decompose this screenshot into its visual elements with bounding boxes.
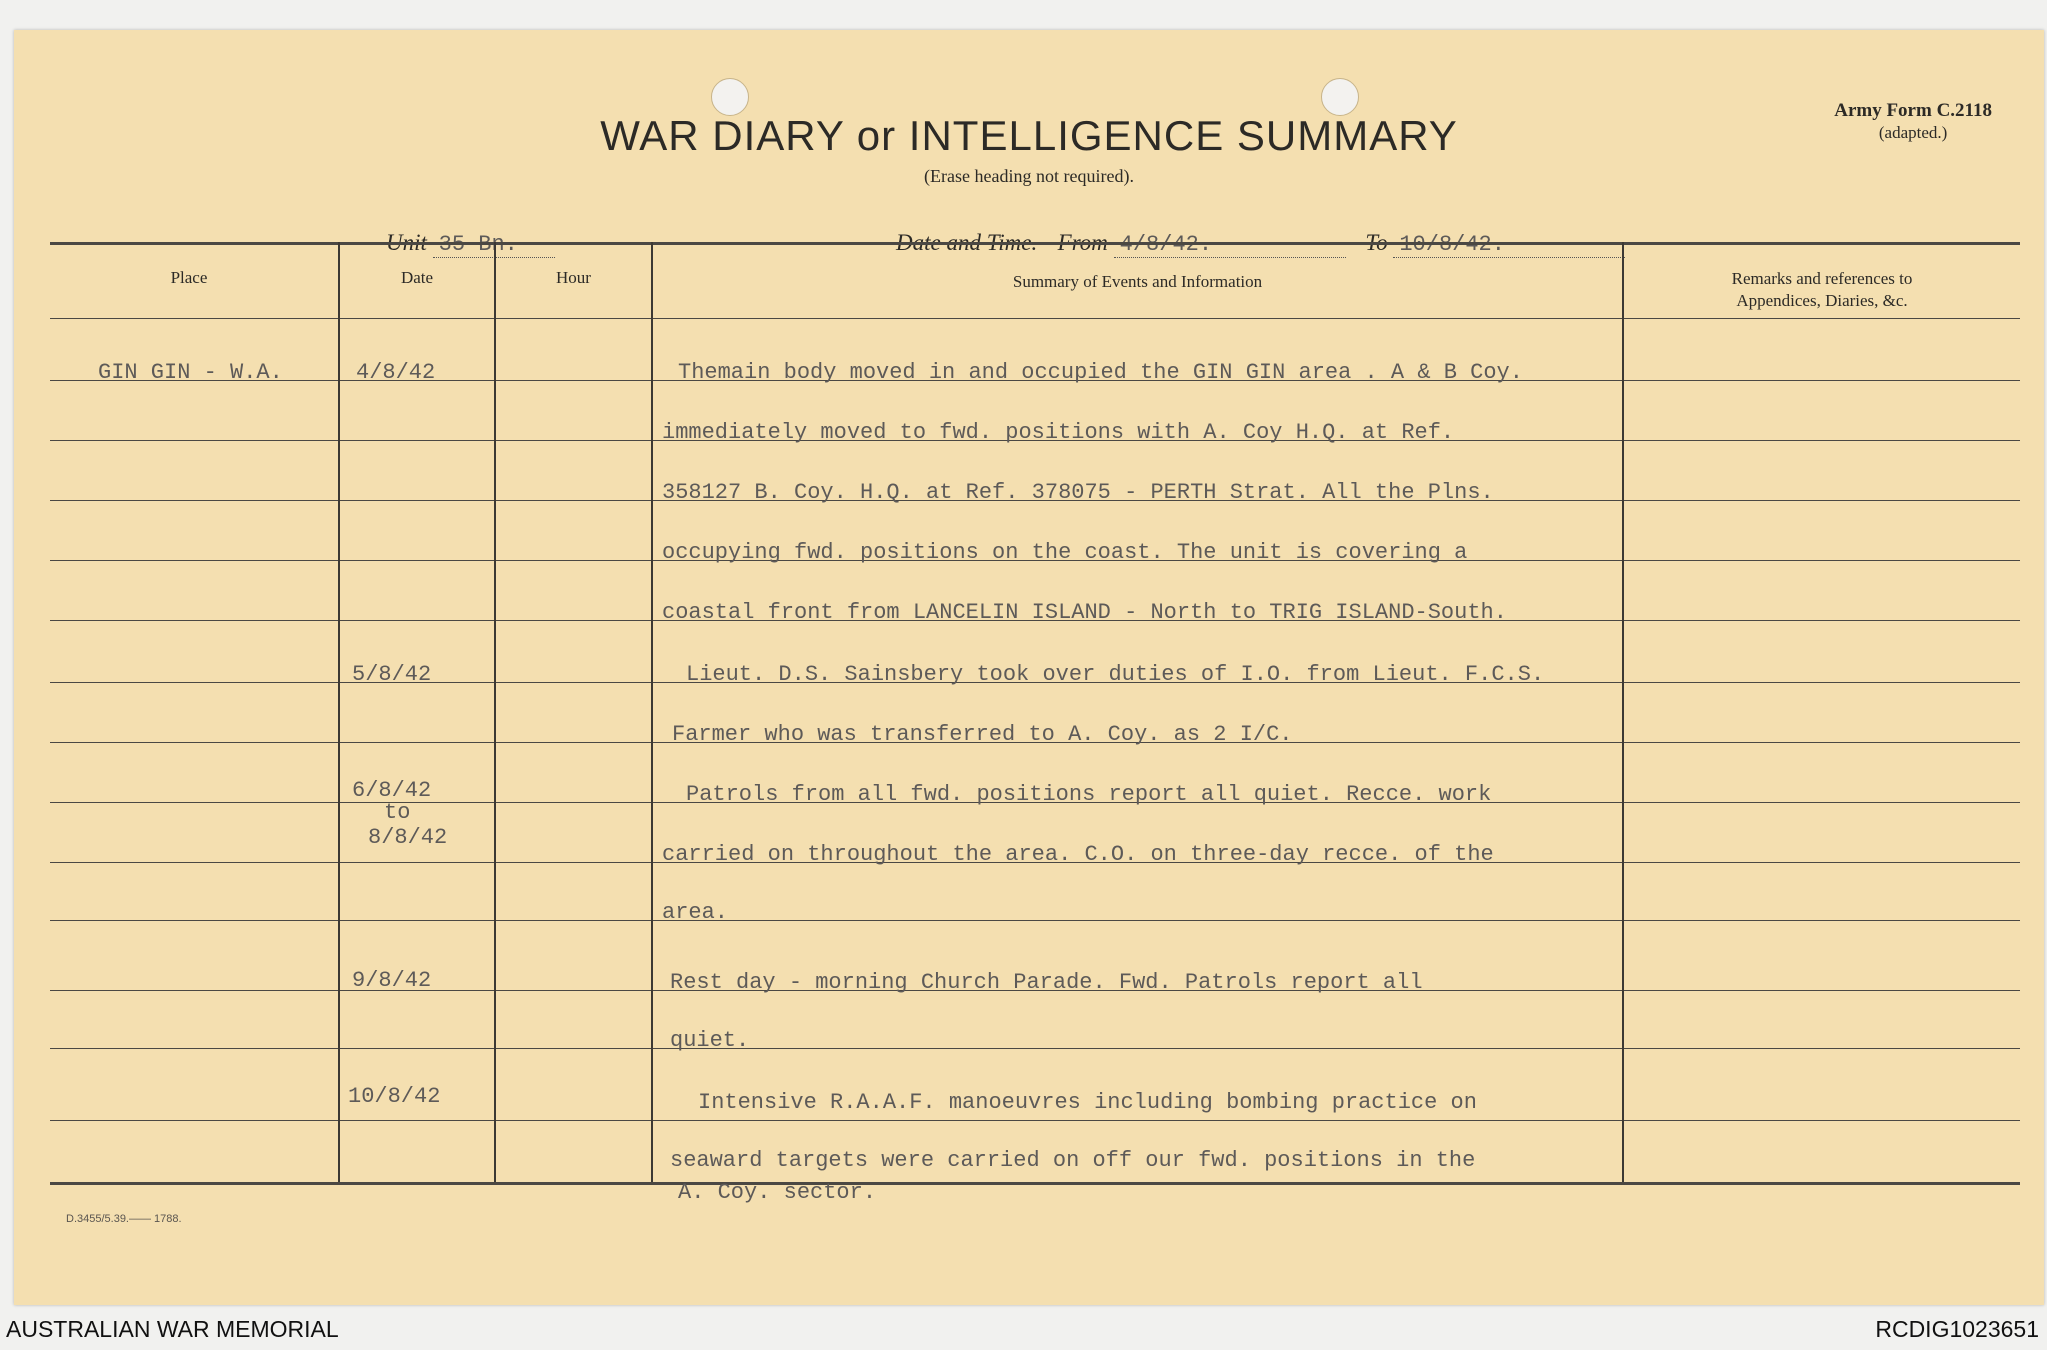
ruled-line <box>50 1120 2020 1121</box>
date-entry: to <box>384 800 411 825</box>
date-from: 4/8/42. <box>1114 232 1346 258</box>
summary-line: A. Coy. sector. <box>678 1180 877 1205</box>
summary-line: occupying fwd. positions on the coast. The unit is covering a <box>662 540 1468 565</box>
diary-sheet <box>14 30 2044 1305</box>
summary-line: immediately moved to fwd. positions with A. Coy H.Q. at Ref. <box>662 420 1455 445</box>
date-entry: 8/8/42 <box>368 825 448 850</box>
summary-line: Farmer who was transferred to A. Coy. as 2 I/C. <box>672 722 1293 747</box>
print-code: D.3455/5.39.—— 1788. <box>66 1213 182 1225</box>
summary-line: Rest day - morning Church Parade. Fwd. Patrols report all <box>670 970 1423 995</box>
column-divider <box>338 242 340 1182</box>
summary-line: coastal front from LANCELIN ISLAND - North to TRIG ISLAND-South. <box>662 600 1507 625</box>
unit-label: Unit <box>386 230 427 255</box>
summary-line: seaward targets were carried on off our fwd. positions in the <box>670 1148 1476 1173</box>
column-header-summary: Summary of Events and Information <box>1012 272 1263 291</box>
summary-line: Themain body moved in and occupied the GIN GIN area . A & B Coy. <box>678 360 1523 385</box>
to-label: To <box>1365 230 1388 255</box>
date-entry: 6/8/42 <box>352 778 432 803</box>
ruled-line <box>50 920 2020 921</box>
date-entry: 10/8/42 <box>348 1084 441 1109</box>
unit-value: 35 Bn. <box>433 232 555 258</box>
column-header-hour: Hour <box>556 268 591 287</box>
footer-archive-name: AUSTRALIAN WAR MEMORIAL <box>6 1316 339 1342</box>
date-entry: 5/8/42 <box>352 662 432 687</box>
table-bottom-rule <box>50 1182 2020 1185</box>
army-form-note: (adapted.) <box>1878 123 1948 142</box>
summary-line: Lieut. D.S. Sainsbery took over duties of I.O. from Lieut. F.C.S. <box>686 662 1545 687</box>
table-top-rule <box>50 242 2020 245</box>
army-form-label <box>1834 100 1992 144</box>
punch-hole <box>711 78 749 116</box>
column-header-date: Date <box>400 268 434 287</box>
punch-hole <box>1321 78 1359 116</box>
column-divider <box>1622 242 1624 1182</box>
date-to: 10/8/42. <box>1393 232 1625 258</box>
column-header-remarks <box>1624 268 2020 312</box>
place-entry: GIN GIN - W.A. <box>98 360 283 385</box>
date-entry: 4/8/42 <box>356 360 436 385</box>
summary-line: 358127 B. Coy. H.Q. at Ref. 378075 - PERTH Strat. All the Plns. <box>662 480 1494 505</box>
column-divider <box>651 242 653 1182</box>
summary-line: Intensive R.A.A.F. manoeuvres including bombing practice on <box>698 1090 1477 1115</box>
remarks-header-line-1: Remarks and references to <box>1731 269 1913 288</box>
ruled-line <box>50 1048 2020 1049</box>
column-divider <box>494 242 496 1182</box>
table-header-rule <box>50 318 2020 319</box>
date-entry: 9/8/42 <box>352 968 432 993</box>
page-title: WAR DIARY or INTELLIGENCE SUMMARY <box>600 112 1458 159</box>
remarks-header-line-2: Appendices, Diaries, &c. <box>1736 291 1908 310</box>
footer-record-id: RCDIG1023651 <box>1875 1316 2039 1342</box>
summary-line: Patrols from all fwd. positions report all quiet. Recce. work <box>686 782 1492 807</box>
date-label: Date and Time.—From <box>896 230 1108 255</box>
summary-line: area. <box>662 900 729 925</box>
army-form-number: Army Form C.2118 <box>1834 100 1992 121</box>
column-header-place: Place <box>170 268 208 287</box>
page-subtitle: (Erase heading not required). <box>924 166 1134 186</box>
summary-line: quiet. <box>670 1028 750 1053</box>
summary-line: carried on throughout the area. C.O. on three-day recce. of the <box>662 842 1494 867</box>
